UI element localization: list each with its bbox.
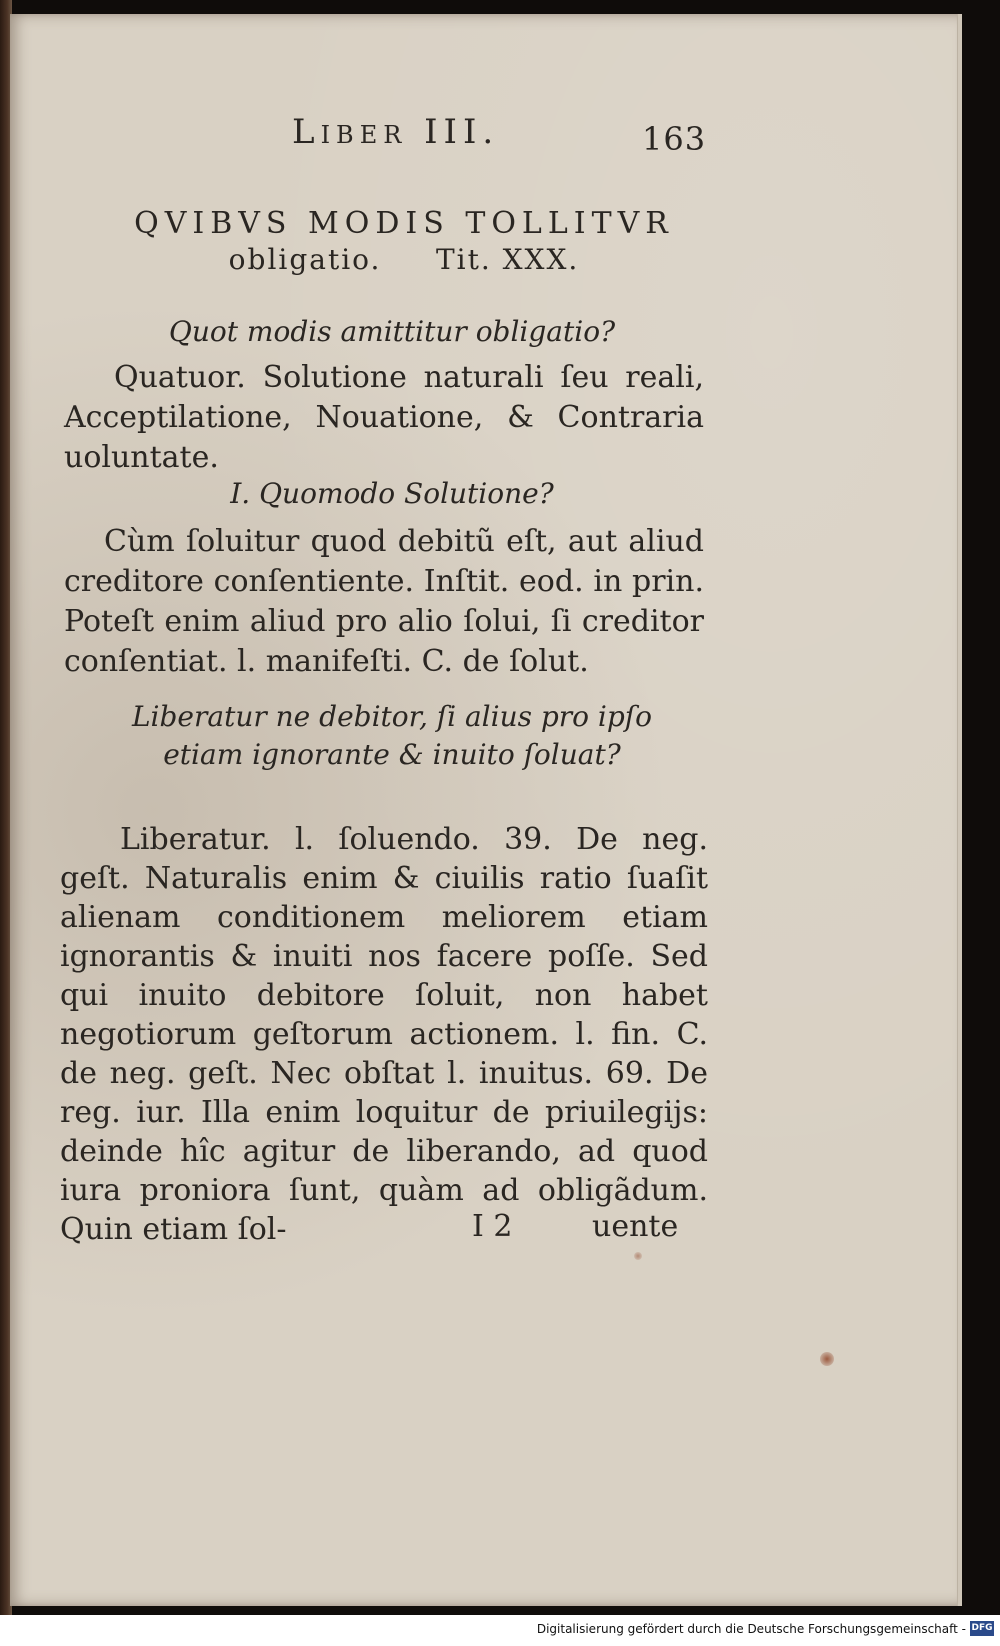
ink-stain <box>634 1252 642 1260</box>
footer-bar <box>0 1615 1000 1646</box>
question-heading: Liberatur ne debitor, ſi alius pro ipſo etiam ignorante & inuito ſoluat? <box>131 700 653 771</box>
running-title: Liber III. <box>292 112 500 152</box>
signature-mark: I 2 <box>472 1209 513 1244</box>
question-heading: I. Quomodo Solutione? <box>230 477 554 510</box>
answer-paragraph <box>64 522 704 682</box>
question-heading: Quot modis amittitur obligatio? <box>168 315 616 348</box>
page-number: 163 <box>642 120 707 158</box>
section-title-line2: obligatio. Tit. XXX. <box>228 243 580 276</box>
digitization-credit: Digitalisierung gefördert durch die Deutsche Forschungsgemeinschaft - <box>536 1622 966 1636</box>
section-title <box>84 206 724 278</box>
book-page <box>10 14 962 1606</box>
page-edge <box>957 14 962 1606</box>
ink-stain <box>820 1352 834 1366</box>
answer-text: Liberatur. l. ſoluendo. 39. De neg. geſt. Naturalis enim & ciuilis ratio ſuaſit alienam conditionem meliorem etiam ignorantis & inuiti nos facere poſſe. Sed qui inuito debitore ſoluit, non habet negotiorum geſtorum actionem. l. fin. C. de neg. geſt. Nec obſtat l. inuitus. 69. De reg. iur. Illa enim loquitur de priuilegijs: deinde hîc agitur de liberando, ad quod iura proniora ſunt, quàm ad obligãdum. Quin etiam ſol- <box>60 822 708 1247</box>
answer-text: Quatuor. Solutione naturali ſeu reali, Acceptilatione, Nouatione, & Contraria uoluntate. <box>64 360 704 475</box>
dfg-logo-icon: DFG <box>970 1621 994 1636</box>
answer-paragraph <box>64 358 704 478</box>
section-title-line1: QVIBVS MODIS TOLLITVR <box>134 206 674 241</box>
answer-paragraph <box>60 820 708 1249</box>
running-head <box>292 112 742 172</box>
answer-text: Cùm ſoluitur quod debitũ eſt, aut aliud creditore conſentiente. Inſtit. eod. in prin. Poteſt enim aliud pro alio ſolui, ſi creditor conſentiat. l. manifeſti. C. de ſolut. <box>64 524 704 679</box>
catchword: uente <box>592 1209 679 1244</box>
catchline <box>472 1209 712 1249</box>
